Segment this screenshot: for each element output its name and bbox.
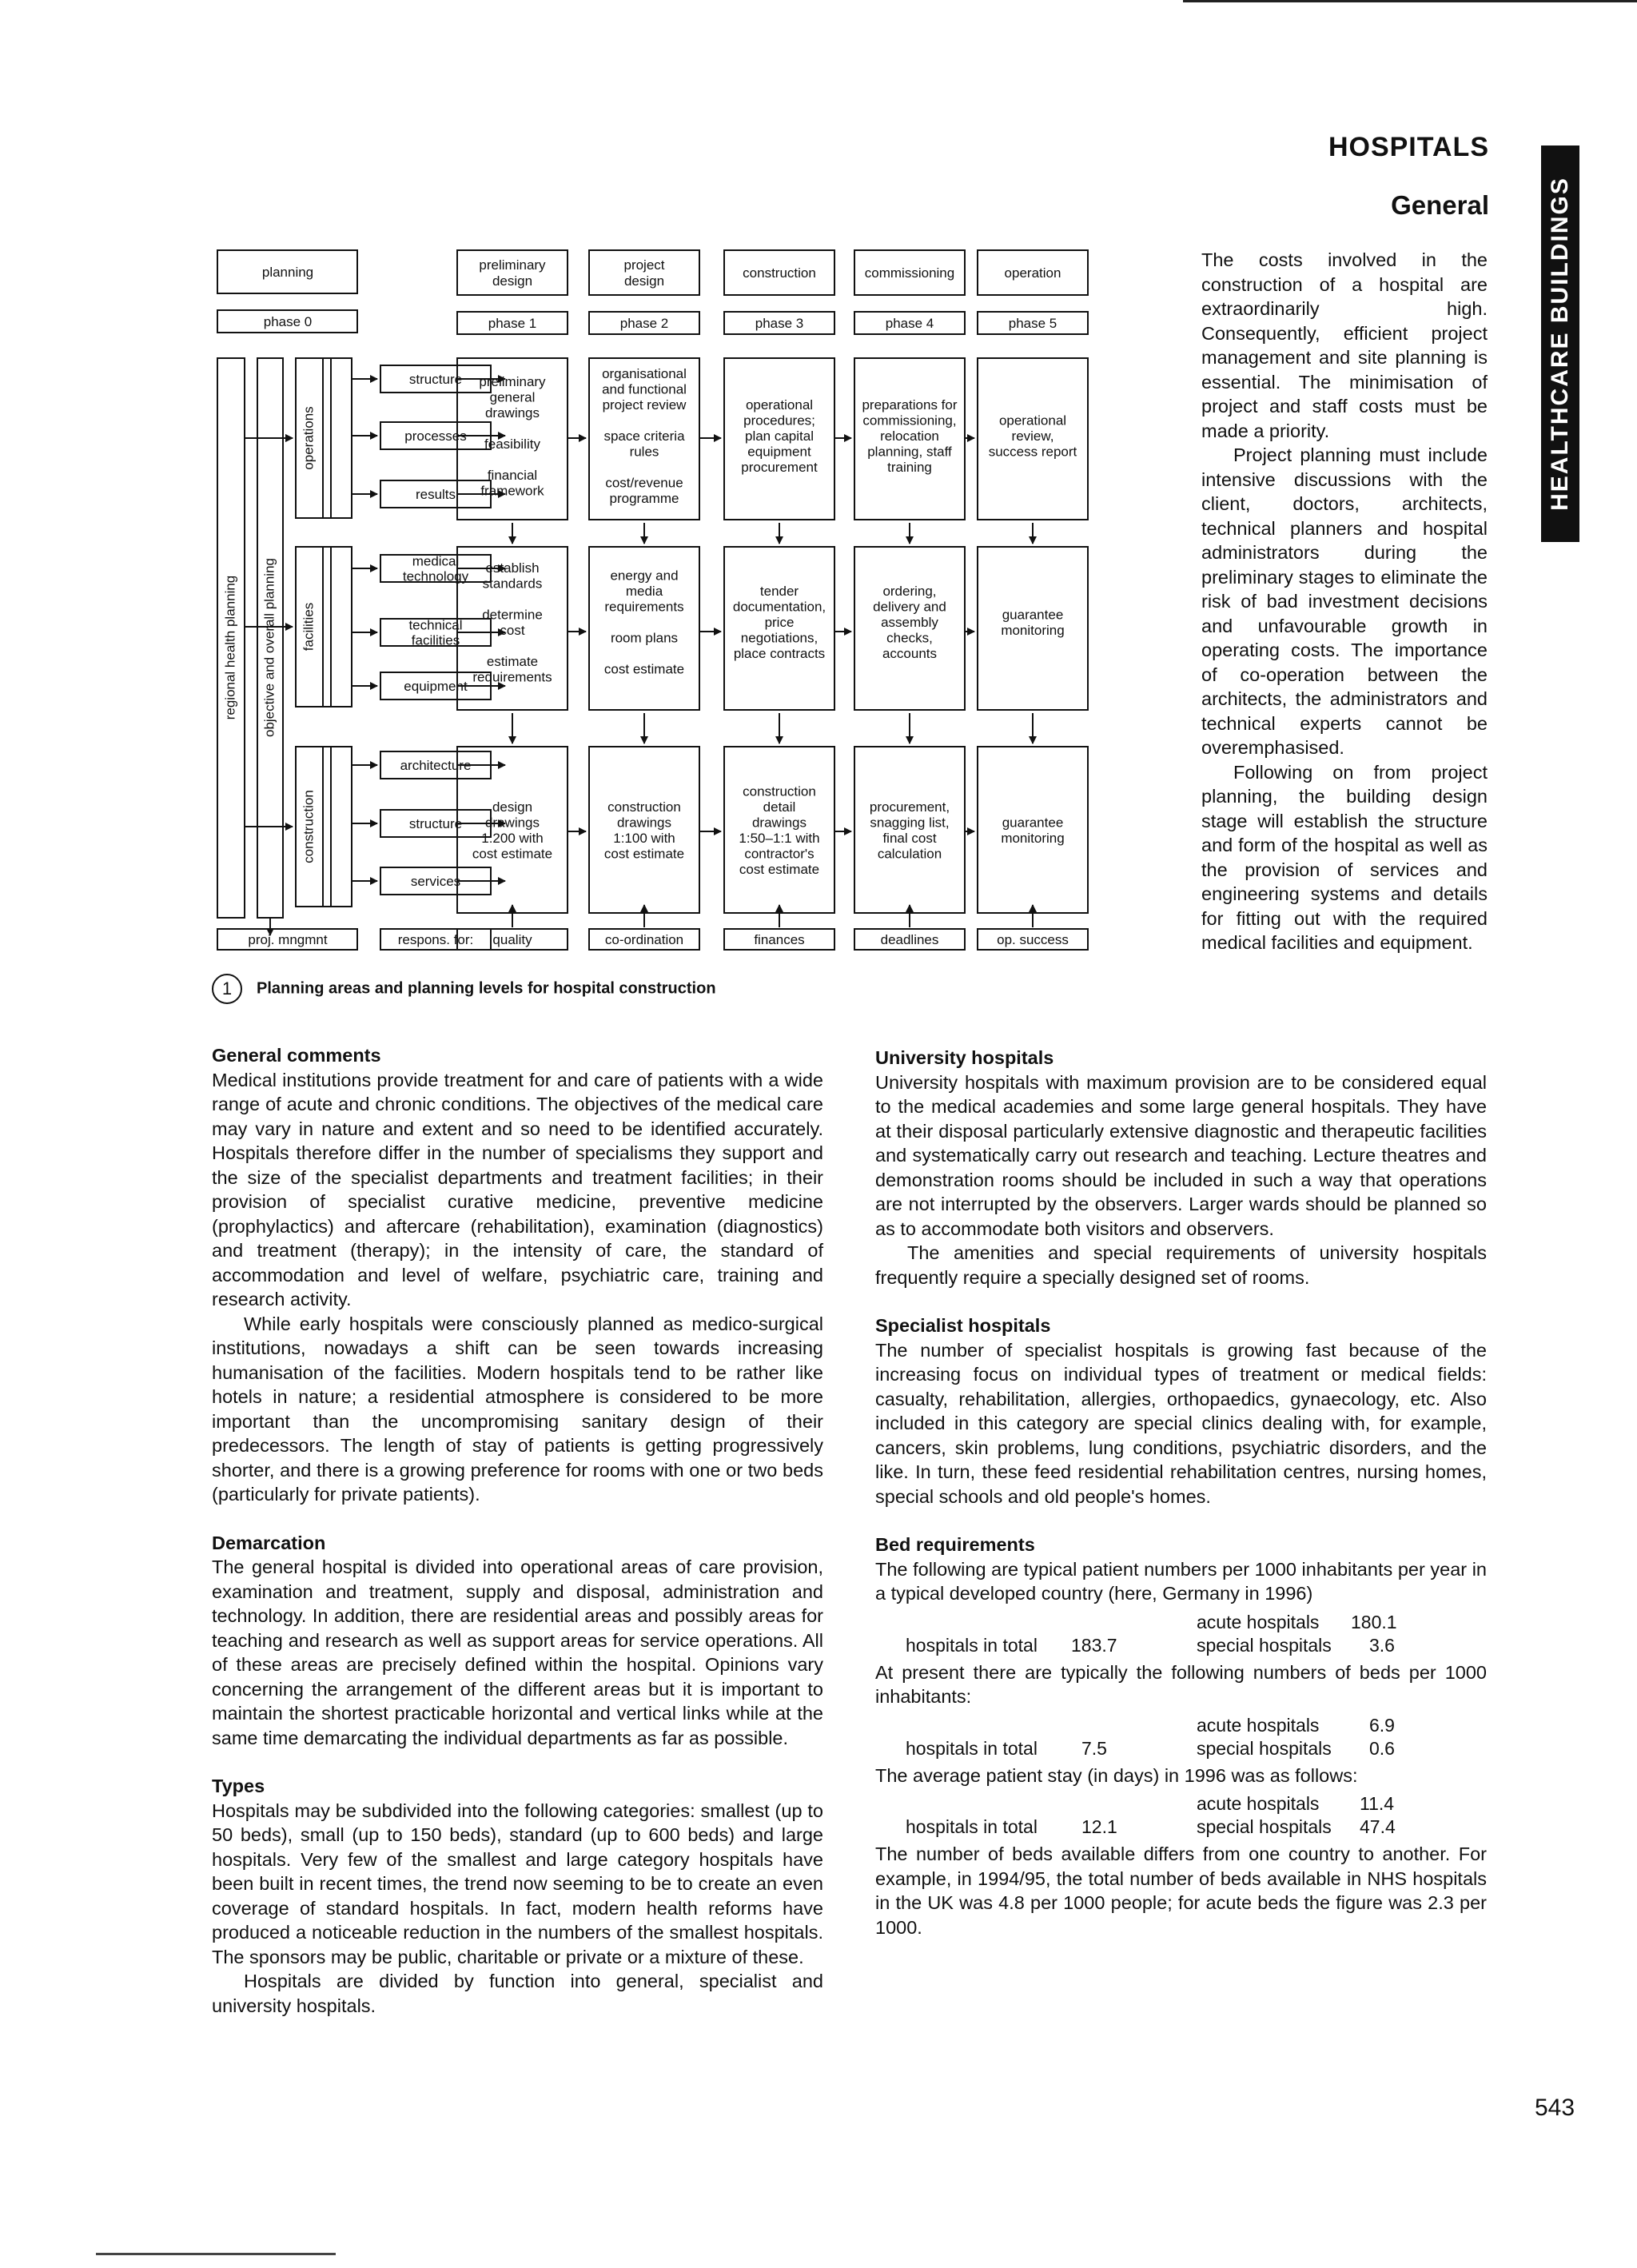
level-text: equipment <box>747 444 811 460</box>
heading-bed-requirements: Bed requirements <box>875 1534 1035 1555</box>
heading-specialist-hospitals: Specialist hospitals <box>875 1315 1051 1336</box>
bottom-rule <box>96 2253 336 2255</box>
level-text: drawings <box>484 405 540 421</box>
intro-text <box>1201 248 1488 955</box>
construction-row-label: architecture <box>400 758 472 773</box>
planning-diagram <box>208 240 1199 1007</box>
level-text: operational <box>998 413 1067 428</box>
level-text: procedures; <box>743 413 815 428</box>
level-text: preliminary <box>479 373 546 389</box>
column-title: operation <box>1004 265 1061 281</box>
column-title: preliminary <box>479 257 546 273</box>
level-text: drawings <box>616 815 672 831</box>
level-text: accounts <box>882 646 938 661</box>
level-text: organisational <box>602 366 687 381</box>
level-text: operational <box>745 397 814 413</box>
heading-general-comments: General comments <box>212 1045 381 1066</box>
caption-number: 1 <box>212 974 242 1004</box>
stats-table-stay <box>875 1792 1487 1839</box>
inner-bar <box>331 547 352 707</box>
page-number: 543 <box>1535 2095 1575 2121</box>
stat-label: acute hospitals <box>1197 1611 1320 1632</box>
phase-label: phase 1 <box>488 316 537 331</box>
paragraph: The general hospital is divided into operational areas of care provision, examination and treatment, supply and disposal, administration and technology. In addition, there are residential areas and possibly areas for teaching and research as well as support areas for service operations. All of these areas are precisely defined within the hospital. Opinions vary concerning the arrangement of the different areas but it is important to maintain the shortest practicable horizontal and vertical links while at the same time demarcating the individual departments as far as possible. <box>212 1557 823 1748</box>
responsibility-label: op. success <box>997 932 1069 947</box>
level-text: snagging list, <box>870 815 950 831</box>
level-text: cost estimate <box>739 861 820 877</box>
phase0-label: phase 0 <box>263 314 313 329</box>
level-text: monitoring <box>1001 622 1065 638</box>
stat-label: special hospitals <box>1197 1634 1332 1656</box>
level-text: 1:100 with <box>613 830 675 846</box>
level-text: drawings <box>484 815 540 831</box>
proj-mngmnt-label: proj. mngmnt <box>248 932 328 947</box>
level-text: place contracts <box>733 646 826 661</box>
intro-paragraph: Project planning must include intensive discussions with the client, doctors, architects, technical planners and hospital administrators during the preliminary stages to eliminate the risk of bad investment decisions and unfavourable growth in operating costs. The importance of co-operation between the architects, the administrators and technical experts cannot be overemphasised. <box>1201 444 1488 758</box>
facilities-row-label: equipment <box>404 679 468 694</box>
paragraph: The number of beds available differs from one country to another. For example, in 1994/95, the total number of beds available in NHS hospitals in the UK was 4.8 per 1000 people; for acute beds the figure was 2.3 per 1000. <box>875 1843 1487 1938</box>
stat-label: special hospitals <box>1197 1816 1332 1837</box>
stat-value: 6.9 <box>1369 1714 1395 1736</box>
stat-value: 47.4 <box>1360 1816 1396 1837</box>
heading-university-hospitals: University hospitals <box>875 1047 1054 1068</box>
phase-label: phase 5 <box>1008 316 1057 331</box>
level-text: planning, staff <box>867 444 952 460</box>
level-text: final cost <box>882 830 937 846</box>
operations-row-label: processes <box>404 428 467 444</box>
paragraph: At present there are typically the following numbers of beds per 1000 inhabitants: <box>875 1661 1487 1707</box>
level-text: checks, <box>886 630 933 646</box>
inner-bar <box>331 747 352 907</box>
level-text: determine <box>482 607 543 623</box>
phase-label: phase 2 <box>619 316 669 331</box>
intro-paragraph: The costs involved in the construction of a hospital are extraordinarily high. Consequently, efficient project management and site planning is essential. The minimisation of project and staff costs must be made a priority. <box>1201 249 1488 441</box>
responsibility-label: finances <box>754 932 805 947</box>
paragraph: The amenities and special requirements of university hospitals frequently require a specially designed set of rooms. <box>875 1242 1487 1288</box>
facilities-row-label: facilities <box>411 632 460 648</box>
paragraph: The following are typical patient numbers per 1000 inhabitants per year in a typical developed country (here, Germany in 1996) <box>875 1558 1487 1604</box>
operations-label: operations <box>301 406 317 470</box>
level-text: programme <box>609 491 679 506</box>
heading-demarcation: Demarcation <box>212 1532 326 1553</box>
inner-bar <box>323 547 331 707</box>
paragraph: Hospitals are divided by function into general, specialist and university hospitals. <box>212 1971 823 2016</box>
level-text: requirements <box>604 599 684 615</box>
level-text: ordering, <box>882 584 937 599</box>
level-text: project review <box>602 397 687 413</box>
level-text: procurement, <box>869 799 950 815</box>
responsibility-label: quality <box>492 932 532 947</box>
level-text: cost/revenue <box>605 475 683 491</box>
paragraph: The average patient stay (in days) in 1996 was as follows: <box>875 1764 1358 1786</box>
level-text: contractor's <box>744 846 815 862</box>
paragraph: Medical institutions provide treatment for and care of patients with a wide range of acute and chronic conditions. The objectives of the medical care may vary in nature and extent and so need to be identified accurately. Hospitals therefore differ in the number of specialisms they support and the size of the specialist departments and treatment facilities; in their provision of specialist curative medicine, preventive medicine (prophylactics) and aftercare (rehabilitation), examination (diagnostics) and treatment (therapy); in the intensity of care, the standard of accommodation and level of welfare, psychiatric care, training and research activity. <box>212 1069 823 1309</box>
stat-label: hospitals in total <box>906 1737 1038 1759</box>
responsibility-label: deadlines <box>880 932 939 947</box>
stats-table-patients <box>875 1611 1487 1657</box>
stat-value: 183.7 <box>1071 1634 1117 1656</box>
level-text: design <box>492 799 533 815</box>
level-text: 1:200 with <box>481 830 544 846</box>
facilities-row-label: medical <box>412 553 460 569</box>
side-tab-label: HEALTHCARE BUILDINGS <box>1547 177 1573 511</box>
level-text: estimate <box>486 653 539 669</box>
paragraph: Hospitals may be subdivided into the following categories: smallest (up to 50 beds), small (up to 150 beds), standard (up to 600 beds) and large hospitals. Very few of the smallest and large category hospitals have been built in recent times, the trend now seeming to be to create an even coverage of standard hospitals. In fact, modern health reforms have produced a noticeable reduction in the numbers of the smallest hospitals. The sponsors may be public, charitable or private or a mixture of these. <box>212 1800 823 1967</box>
level-text: cost <box>500 622 525 638</box>
facilities-label: facilities <box>301 602 317 652</box>
regional-label: regional health planning <box>222 575 238 720</box>
level-text: construction <box>743 783 816 799</box>
facilities-row-label: technical <box>408 617 463 633</box>
inner-bar <box>323 747 331 907</box>
level-text: cost estimate <box>603 661 685 677</box>
construction-row-label: services <box>410 874 461 889</box>
level-text: delivery and <box>873 599 946 615</box>
respons-label: respons. for: <box>397 932 474 947</box>
responsibility-label: co-ordination <box>604 932 684 947</box>
level-text: documentation, <box>732 599 826 615</box>
level-text: success report <box>988 444 1077 460</box>
stat-value: 12.1 <box>1081 1816 1117 1837</box>
level-text: guarantee <box>1002 815 1064 831</box>
inner-bar <box>323 358 331 518</box>
level-text: establish <box>485 560 540 576</box>
paragraph: University hospitals with maximum provision are to be considered equal to the medical academies and some large general hospitals. They have at their disposal particularly extensive diagnostic and therapeutic facilities and systematically carry out research and teaching. Lecture theatres and demonstration rooms should be included in such a way that operations are not interrupted by the observers. Larger wards should be planned so as to accommodate both visitors and observers. <box>875 1071 1487 1239</box>
paragraph: While early hospitals were consciously planned as medico-surgical institutions, nowadays a shift can be seen towards increasing humanisation of the facilities. Modern hospitals tend to be rather like hotels in nature; a residential atmosphere is considered to be more important than the uncompromising sanitary design of their predecessors. The length of stay of patients is getting progressively shorter, and there is a growing preference for rooms with one or two beds (particularly for private patients). <box>212 1313 823 1505</box>
stat-value: 180.1 <box>1351 1611 1397 1632</box>
facilities-row-label: technology <box>402 568 469 584</box>
level-text: procurement <box>741 460 818 475</box>
level-text: and functional <box>602 381 687 397</box>
right-column <box>875 1046 1487 1939</box>
caption-text: Planning areas and planning levels for hospital construction <box>257 979 716 998</box>
inner-bar <box>331 358 352 518</box>
level-text: rules <box>629 444 659 460</box>
level-text: feasibility <box>484 436 540 452</box>
objective-label: objective and overall planning <box>261 558 277 737</box>
section-side-tab <box>1541 145 1579 542</box>
heading-types: Types <box>212 1776 265 1796</box>
stat-value: 11.4 <box>1360 1793 1395 1814</box>
level-text: cost estimate <box>472 846 553 862</box>
level-text: 1:50–1:1 with <box>739 830 820 846</box>
level-text: media <box>625 584 663 599</box>
level-text: standards <box>482 576 543 592</box>
level-text: preparations for <box>862 397 958 413</box>
stat-label: acute hospitals <box>1197 1714 1320 1736</box>
column-title: design <box>492 273 533 289</box>
construction-label: construction <box>301 790 317 863</box>
level-text: space criteria <box>603 428 685 444</box>
phase-label: phase 3 <box>755 316 804 331</box>
operations-row-label: structure <box>408 372 463 387</box>
stat-value: 7.5 <box>1081 1737 1107 1759</box>
level-text: general <box>489 389 536 405</box>
level-text: cost estimate <box>603 846 685 862</box>
level-text: commissioning, <box>862 413 957 428</box>
level-text: room plans <box>610 630 679 646</box>
level-text: guarantee <box>1002 607 1064 623</box>
level-text: detail <box>763 799 796 815</box>
level-text: price <box>764 615 795 630</box>
stat-label: hospitals in total <box>906 1816 1038 1837</box>
column-title: construction <box>743 265 816 281</box>
level-text: training <box>887 460 932 475</box>
level-text: financial <box>487 467 538 483</box>
operations-row-label: results <box>415 487 456 502</box>
paragraph: The number of specialist hospitals is growing fast because of the increasing focus on individual types of treatment or medical fields: casualty, rehabilitation, allergies, orthopaedics, gynaecology, etc. Also included in this category are special clinics dealing with, for example, cancers, skin problems, lung conditions, psychiatric disorders, and the like. In turn, these feed residential rehabilitation centres, nursing homes, special schools and old people's homes. <box>875 1339 1487 1507</box>
stat-label: hospitals in total <box>906 1634 1038 1656</box>
level-text: framework <box>480 483 544 499</box>
page-title: HOSPITALS <box>1328 132 1489 162</box>
stats-table-beds <box>875 1714 1487 1760</box>
column-title: commissioning <box>864 265 955 281</box>
level-text: tender <box>759 584 799 599</box>
diagram-caption <box>212 974 716 1004</box>
left-column <box>212 1043 823 2018</box>
level-text: requirements <box>472 669 552 685</box>
level-text: assembly <box>881 615 938 630</box>
stat-label: acute hospitals <box>1197 1793 1320 1814</box>
phase-label: phase 4 <box>885 316 934 331</box>
page-subtitle: General <box>1391 190 1489 220</box>
level-text: relocation <box>880 428 939 444</box>
level-text: negotiations, <box>740 630 818 646</box>
top-rule <box>1183 0 1637 2</box>
intro-paragraph: Following on from project planning, the building design stage will establish the structure and form of the hospital as well as the provision of services and engineering systems and details for fitting out with the required medical facilities and equipment. <box>1201 761 1488 953</box>
column-title: design <box>623 273 665 289</box>
level-text: energy and <box>610 568 679 584</box>
level-text: plan capital <box>744 428 815 444</box>
column-title: project <box>623 257 665 273</box>
level-text: review, <box>1011 428 1054 444</box>
stat-value: 3.6 <box>1369 1634 1395 1656</box>
level-text: drawings <box>751 815 807 831</box>
planning-label: planning <box>261 265 314 280</box>
stat-value: 0.6 <box>1369 1737 1395 1759</box>
stat-label: special hospitals <box>1197 1737 1332 1759</box>
level-text: construction <box>607 799 681 815</box>
construction-row-label: structure <box>408 816 463 831</box>
level-text: monitoring <box>1001 830 1065 846</box>
level-text: calculation <box>877 846 942 862</box>
